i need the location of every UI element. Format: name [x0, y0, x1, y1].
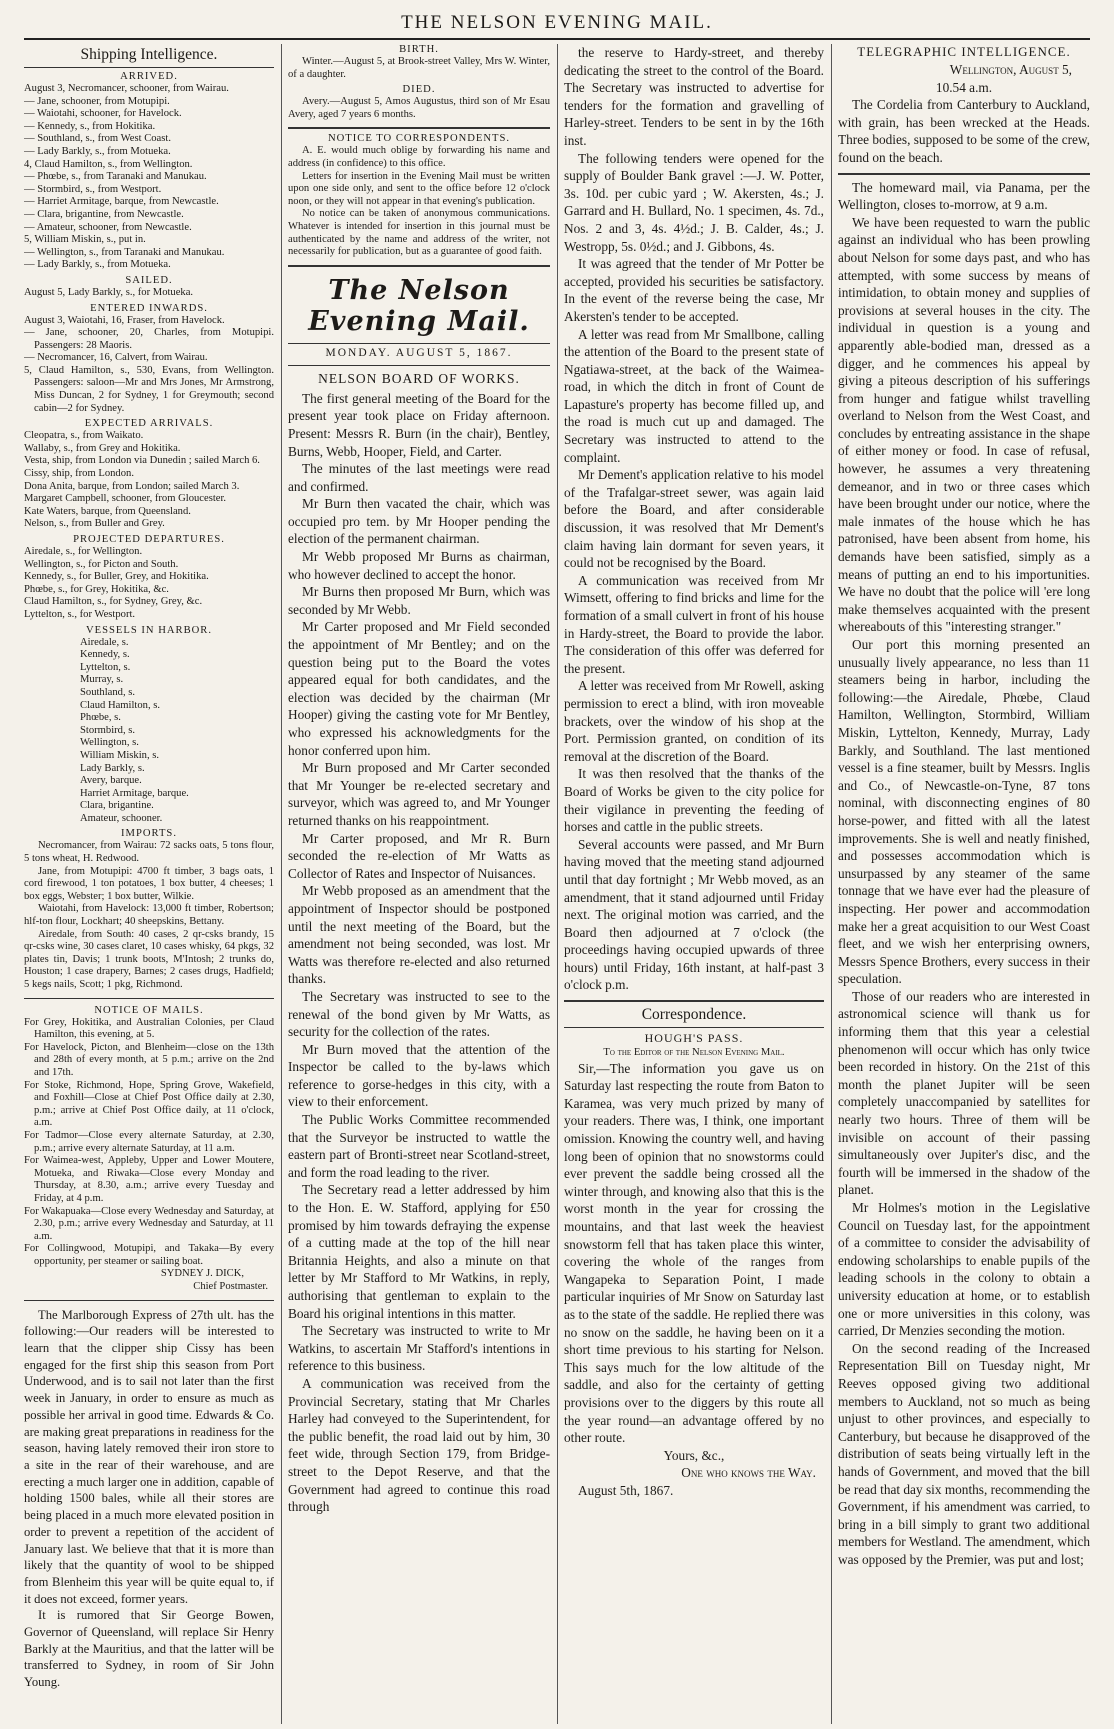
entered-item: — Jane, schooner, 20, Charles, from Motupipi. Passengers: 28 Maoris.	[24, 327, 274, 351]
expected-item: Vesta, ship, from London via Dunedin ; sailed March 6.	[24, 455, 260, 467]
letter-date: August 5th, 1867.	[578, 1482, 674, 1498]
arrived-item: — Southland, s., from West Coast.	[24, 133, 171, 145]
expected-item: Margaret Campbell, schooner, from Gloucester.	[24, 493, 227, 505]
board-report-part1	[288, 390, 550, 1516]
news-paragraph: Our port this morning presented an unusually lively appearance, no less than 11 steamers being in harbor, including the following:—the Airedale, Phœbe, Claud Hamilton, Wellington, Stormbird, William Miskin, Lyttelton, Kennedy, Murray, Lady Barkly, and Southland. The last mentioned vessel is a fine steamer, built by Messrs. Inglis and Co., of Newcastle-on-Tyne, 87 tons nominal, with disconnecting engines of 80 horse-power, and fitted with all the latest improvements. She is well and neatly finished, and possesses accommodation which is unsurpassed by any steamer of the same tonnage that we have ever had the pleasure of inspecting. Her power and accommodation make her a great acquisition to our West Coast fleet, and we wish her enterprising owners, Messrs Spence Brothers, every success in their speculation.	[838, 637, 1090, 987]
arrived-item: 5, William Miskin, s., put in.	[24, 234, 146, 246]
board-paragraph: Several accounts were passed, and Mr Burn having moved that the meeting stand adjourned until that day fortnight ; Mr Webb moved, as an amendment, that it stand adjourned until Friday next. The original motion was carried, and the Board then adjourned at 7 o'clock (the proceedings having occupied upwards of three hours) until Friday, 16th instant, at half-past 3 o'clock p.m.	[564, 836, 824, 993]
projected-item: Airedale, s., for Wellington.	[24, 546, 143, 557]
mails-item: For Havelock, Picton, and Blenheim—close on the 13th and 28th of every month, at 5 p.m.; arrive on the 2nd and 17th.	[24, 1041, 274, 1078]
expected-heading: EXPECTED ARRIVALS.	[84, 418, 214, 430]
arrived-item: — Harriet Armitage, barque, from Newcastle.	[24, 196, 219, 208]
sailed-list	[24, 287, 274, 300]
board-paragraph: The Secretary was instructed to write to Mr Watkins, to ascertain Mr Stafford's intentions in reference to this business.	[288, 1323, 550, 1374]
harbor-item: Southland, s.	[80, 686, 136, 698]
expected-item: Wallaby, s., from Grey and Hokitika.	[24, 442, 181, 454]
projected-item: Claud Hamilton, s., for Sydney, Grey, &c.	[24, 596, 203, 608]
mails-item: For Grey, Hokitika, and Australian Colonies, per Claud Hamilton, this evening, at 5.	[24, 1016, 274, 1041]
expected-item: Nelson, s., from Buller and Grey.	[24, 518, 165, 530]
shipping-heading: Shipping Intelligence.	[24, 46, 274, 68]
masthead-rule	[288, 365, 550, 366]
projected-item: Phœbe, s., for Grey, Hokitika, &c.	[24, 583, 169, 595]
board-paragraph: Mr Burn moved that the attention of the Inspector be called to the by-laws which reference to gorse-hedges in this city, with a view to their enforcement.	[288, 1041, 550, 1110]
harbor-item: Kennedy, s.	[80, 649, 130, 661]
expected-item: Cleopatra, s., from Waikato.	[24, 430, 144, 442]
board-paragraph: Mr Webb proposed Mr Burns as chairman, who however declined to accept the honor.	[288, 549, 550, 582]
harbor-heading: VESSELS IN HARBOR.	[85, 624, 212, 636]
board-paragraph: the reserve to Hardy-street, and thereby dedicating the street to the control of the Board. The Secretary was instructed to advertise for tenders for the formation and gravelling of Harley-street. Tenders to be sent in by the 16th inst.	[564, 45, 824, 148]
letter-closing: Yours, &c.,	[663, 1447, 725, 1463]
board-paragraph: The following tenders were opened for the supply of Boulder Bank gravel :—J. W. Potter, 3s. 10d. per cubic yard ; W. Akersten, 4s.; J. Garrard and H. Bullard, No. 1 specimen, 4s. 7d., Nos. 2 and 3, 4s. 4½d.; J. B. Calder, 4s.; J. Westropp, 5s. 0½d.; and J. Gibbons, 4s.	[564, 150, 824, 254]
entered-item: — Necromancer, 16, Calvert, from Wairau.	[24, 352, 208, 364]
news-paragraph: The homeward mail, via Panama, per the Wellington, closes to-morrow, at 9 a.m.	[838, 179, 1090, 213]
arrived-item: — Wellington, s., from Taranaki and Manukau.	[24, 246, 225, 258]
masthead-title: The Nelson Evening Mail.	[308, 274, 530, 337]
arrived-item: — Kennedy, s., from Hokitika.	[24, 120, 156, 132]
mails-item: For Collingwood, Motupipi, and Takaka—By every opportunity, per steamer or sailing boat.	[24, 1243, 274, 1267]
column-4	[838, 44, 1090, 1724]
harbor-item: William Miskin, s.	[80, 749, 160, 761]
news-paragraph: On the second reading of the Increased Representation Bill on Tuesday night, Mr Reeves opposed giving two additional members to Auckland, not so much as being unjust to other provinces, and especially to Canterbury, but because he disapproved of the distribution of seats being virtually left in the hands of Government, and moved that the bill be read that day six months, recommending the Government, if his amendment was carried, to bring in a bill simply to grant two additional members for Westland. The amendment, which was opposed by the Premier, was put and lost;	[838, 1340, 1090, 1567]
harbor-item: Lyttelton, s.	[80, 661, 131, 673]
board-paragraph: The Public Works Committee recommended that the Surveyor be instructed to wattle the eastern part of Bronti-street near Scotland-street, and form the road leading to the river.	[288, 1112, 550, 1180]
imports-item: Jane, from Motupipi: 4700 ft timber, 3 bags oats, 1 cord firewood, 1 ton potatoes, 1 box butter, 4 cheeses; 1 box eggs, Webster; 1 box butter, Wilkie.	[24, 865, 274, 902]
imports-item: Airedale, from South: 40 cases, 2 qr-csks brandy, 15 qr-csks wine, 30 cases claret, 10 cases whisky, 64 pkgs, 32 plates tin, Davis; 1 trunk boots, M'Intosh; 2 trunks do, Houston; 1 case drapery, Barnes; 2 cases drugs, Hadfield; 5 kegs nails, Scott; 1 pkg, Richmond.	[24, 928, 274, 990]
telegraphic-dateline: Wellington, August 5,	[949, 62, 1072, 77]
column-divider-2	[557, 44, 558, 1724]
arrived-item: — Lady Barkly, s., from Motueka.	[24, 259, 171, 271]
projected-heading: PROJECTED DEPARTURES.	[73, 534, 225, 545]
board-paragraph: A communication was received from Mr Wimsett, offering to find bricks and lime for the formation of a small culvert in front of his house in Hardy-street, the Board to provide the labor. The consideration of this offer was deferred for the present.	[564, 572, 824, 676]
section-rule	[24, 1300, 274, 1301]
column-2	[288, 44, 550, 1724]
imports-heading: IMPORTS.	[121, 828, 177, 840]
arrived-item: — Waiotahi, schooner, for Havelock.	[24, 108, 182, 120]
express-paragraph: The Marlborough Express of 27th ult. has the following:—Our readers will be interested to learn that the clipper ship Cissy has been engaged for the first ship this season from Port Underwood, and is to sail not later than the first week in January, in order to ensure as much as possible her arrival in good time. Edwards & Co. are making great preparations in readiness for the season, having lately removed their iron store to a site in the rear of their warehouse, and are erecting a much larger one in addition, capable of holding 1500 bales, while all their stores are being placed in a much more elevated position in order to prevent a repetition of the accident of January last. We believe that that it is more than likely that the quantity of wool to be shipped from Blenheim this year will be quite equal to, if it does not exceed, former years.	[24, 1307, 274, 1606]
issue-date: MONDAY. AUGUST 5, 1867.	[325, 346, 513, 359]
column-3	[564, 44, 824, 1724]
correspondence-heading: Correspondence.	[564, 1006, 824, 1028]
entered-item: August 3, Waiotahi, 16, Fraser, from Havelock.	[24, 314, 225, 326]
section-rule	[288, 127, 550, 129]
section-rule	[564, 1000, 824, 1002]
mails-item: For Stoke, Richmond, Hope, Spring Grove, Wakefield, and Foxhill—Close at Chief Post Office daily at 2.30, p.m.; arrive at Chief Post Office daily, at 11 o'clock, a.m.	[24, 1079, 274, 1129]
harbor-item: Amateur, schooner.	[80, 812, 163, 824]
harbor-item: Avery, barque.	[80, 775, 142, 787]
board-paragraph: It was agreed that the tender of Mr Potter be accepted, provided his securities be satisfactory. In the event of the reverse being the case, Mr Akersten's tender to be accepted.	[564, 256, 824, 324]
board-report-part2	[564, 44, 824, 994]
harbor-item: Lady Barkly, s.	[80, 762, 145, 774]
mails-item: For Wakapuaka—Close every Wednesday and Saturday, at 2.30, p.m.; arrive every Wednesday and Saturday, at 11 a.m.	[24, 1205, 274, 1242]
correspondents-paragraph: Letters for insertion in the Evening Mail must be written upon one side only, and sent to the office before 12 o'clock noon, or they will not appear in that evening's publication.	[288, 170, 550, 207]
header-rule	[24, 38, 1090, 40]
arrived-item: — Stormbird, s., from Westport.	[24, 183, 162, 195]
news-paragraphs	[838, 179, 1090, 1569]
express-paragraph: It is rumored that Sir George Bowen, Governor of Queensland, will replace Sir Henry Barkly at the Mauritius, and that the latter will be transferred to Sydney, in room of Sir John Young.	[24, 1608, 274, 1690]
harbor-item: Stormbird, s.	[80, 724, 136, 736]
mails-item: For Waimea-west, Appleby, Upper and Lower Moutere, Motueka, and Riwaka—Close every Monday and Thursday, at 8.30, a.m.; arrive every Tuesday and Friday, at 4 p.m.	[24, 1155, 274, 1204]
correspondence-letter: Sir,—The information you gave us on Saturday last respecting the route from Baton to Karamea, was very much prized by many of your readers. There was, I think, one important omission. Knowing the country well, and having long been of opinion that no snowstorms could ever prevent the saddle being crossed all the winter through, and knowing also that this is the worst month in the year for crossing the mountains, and that last week the heaviest snowstorm fell that has taken place this winter, covering the whole of the ranges from Wangapeka to Separation Point, I made particular inquiries of Mr Snow on Saturday last as to the state of the saddle. He replied there was no snow on the saddle, he having been on it a short time previous to his starting for Nelson. This says much for the low altitude of the saddle, and also for the certainty of getting provisions over to the diggers by this route all the year round—an advantage offered by no other route.	[564, 1060, 824, 1446]
page-header	[24, 10, 1090, 40]
arrived-list	[24, 83, 274, 272]
express-paragraphs	[24, 1307, 274, 1691]
news-paragraph: Those of our readers who are interested in astronomical science will thank us for informing them that this year a celestial phenomenon will occur which has only twice been recorded in history. On the 21st of this month the planet Jupiter will be seen completely unaccompanied by satellites for nearly two hours. Three of them will be invisible on account of their passing simultaneously over Jupiter's disc, and the fourth will be immersed in the shadow of the planet.	[838, 988, 1090, 1198]
harbor-item: Clara, brigantine.	[80, 800, 154, 812]
telegraphic-time: 10.54 a.m.	[935, 79, 993, 95]
arrived-item: — Lady Barkly, s., from Motueka.	[24, 145, 171, 157]
correspondents-notice	[288, 145, 550, 258]
telegraphic-heading: TELEGRAPHIC INTELLIGENCE.	[857, 44, 1071, 59]
board-paragraph: A communication was received from the Provincial Secretary, stating that Mr Charles Harley had conveyed to the Superintendent, for the public benefit, the road laid out by him, 30 feet wide, through Section 179, from Bridge-street to the Depot Reserve, and that the Government had agreed to continue this road through	[288, 1375, 550, 1515]
harbor-item: Murray, s.	[80, 674, 124, 686]
column-divider-3	[831, 44, 832, 1724]
correspondence-subheading: HOUGH'S PASS.	[644, 1031, 744, 1046]
letter-signature: One who knows the Way.	[681, 1465, 816, 1481]
column-1	[24, 44, 274, 1724]
expected-item: Kate Waters, barque, from Queensland.	[24, 505, 191, 517]
imports-list	[24, 840, 274, 991]
section-rule	[288, 265, 550, 267]
board-paragraph: The minutes of the last meetings were read and confirmed.	[288, 461, 550, 494]
harbor-item: Harriet Armitage, barque.	[80, 787, 189, 799]
arrived-item: — Phœbe, s., from Taranaki and Manukau.	[24, 171, 207, 183]
entered-heading: ENTERED INWARDS.	[90, 302, 208, 314]
masthead-rule	[288, 343, 550, 344]
news-paragraph: Mr Holmes's motion in the Legislative Council on Tuesday last, for the appointment of a committee to consider the advisability of endowing scholarships to enable pupils of the leading schools in the colony to obtain a university education at home, or to establish one or more universities in this colony, was carried, Dr Menzies seconding the motion.	[838, 1200, 1090, 1339]
postmaster-signature: SYDNEY J. DICK,	[160, 1268, 244, 1280]
board-paragraph: The first general meeting of the Board for the present year took place on Friday afternoon. Present: Messrs R. Burn (in the chair), Bentley, Burns, Webb, Hooper, Field, and Carter.	[288, 390, 550, 459]
board-heading: NELSON BOARD OF WORKS.	[318, 370, 520, 386]
arrived-item: — Jane, schooner, from Motupipi.	[24, 95, 170, 107]
correspondents-paragraph: A. E. would much oblige by forwarding his name and address (in confidence) to this office.	[288, 145, 550, 169]
board-paragraph: Mr Carter proposed, and Mr R. Burn seconded the re-election of Mr Watts as Collector of Rates and Inspector of Nuisances.	[288, 830, 550, 881]
mails-heading: NOTICE OF MAILS.	[94, 1004, 204, 1016]
projected-item: Wellington, s., for Picton and South.	[24, 558, 179, 570]
board-paragraph: Mr Dement's application relative to his model of the Trafalgar-street sewer, was again laid before the Board, and after considerable discussion, it was resolved that Mr Dement's claim having lain dormant for seven years, it could not be recognised by the Board.	[564, 467, 824, 571]
news-paragraph: We have been requested to warn the public against an individual who has been prowling about Nelson for some days past, and who has attempted, with some success by means of intimidation, to obtain money and supplies of provisions at several houses in the city. The individual in question is a young and apparently able-bodied man, dressed as a digger, and he commences his appeal by giving a piteous description of his sufferings from hunger and fatigue whilst travelling overland to Nelson from the West Coast, and concludes by entreating assistance in the shape of either money or food. In case of refusal, however, he assumes a very threatening demeanor, and in two or three cases which have been brought under our notice, where the male inmates of the house which he has patronised, have been absent from home, his demands have been satisfied, simply as a means of putting an end to his importunities. We have no doubt that the police will 'ere long make themselves acquainted with the present whereabouts of this "interesting stranger."	[838, 214, 1090, 635]
telegraphic-text: The Cordelia from Canterbury to Auckland, with grain, has been wrecked at the Heads. Three bodies, supposed to be some of the crew, found on the beach.	[838, 97, 1090, 165]
imports-item: Necromancer, from Wairau: 72 sacks oats, 5 tons flour, 5 tons wheat, H. Redwood.	[24, 840, 274, 865]
harbor-item: Airedale, s.	[80, 636, 129, 648]
to-editor: To the Editor of the Nelson Evening Mail.	[603, 1047, 785, 1059]
expected-list	[24, 430, 274, 531]
death-notice: Avery.—August 5, Amos Augustus, third son of Mr Esau Avery, aged 7 years 6 months.	[288, 96, 550, 120]
birth-notice: Winter.—August 5, at Brook-street Valley, Mrs W. Winter, of a daughter.	[288, 56, 550, 80]
harbor-list	[24, 637, 274, 826]
arrived-heading: ARRIVED.	[120, 71, 178, 82]
sailed-item: August 5, Lady Barkly, s., for Motueka.	[24, 286, 194, 298]
section-rule	[838, 173, 1090, 175]
projected-item: Kennedy, s., for Buller, Grey, and Hokitika.	[24, 571, 209, 583]
board-paragraph: Mr Burn proposed and Mr Carter seconded that Mr Younger be re-elected secretary and surveyor, which was agreed to, and Mr Younger returned thanks on his reappointment.	[288, 760, 550, 828]
board-paragraph: The Secretary was instructed to see to the renewal of the bond given by Mr Watts, as security for the collection of the rates.	[288, 988, 550, 1040]
mails-list	[24, 1017, 274, 1269]
arrived-item: August 3, Necromancer, schooner, from Wairau.	[24, 83, 229, 94]
board-paragraph: Mr Carter proposed and Mr Field seconded the appointment of Mr Bentley; and on the question being put to the Board the votes appeared equal for both candidates, and the election was decided by the chairman (Mr Hooper) giving the casting vote for Mr Bentley, who expressed his acknowledgments for the honor conferred upon him.	[288, 619, 550, 758]
harbor-item: Phœbe, s.	[80, 712, 121, 724]
correspondents-paragraph: No notice can be taken of anonymous communications. Whatever is intended for insertion in this journal must be authenticated by the name and address of the writer, not necessarily for publication, but as a guarantee of good faith.	[288, 208, 550, 258]
arrived-item: — Clara, brigantine, from Newcastle.	[24, 208, 184, 220]
board-paragraph: It was then resolved that the thanks of the Board of Works be given to the city police for their vigilance in preventing the feeding of horses and cattle in the public streets.	[564, 766, 824, 835]
board-paragraph: Mr Webb proposed as an amendment that the appointment of Inspector should be postponed until the next meeting of the Board, but the amendment not being seconded, was lost. Mr Watts was therefore re-elected and also returned thanks.	[288, 883, 550, 987]
imports-item: Waiotahi, from Havelock: 13,000 ft timber, Robertson; hlf-ton flour, Lockhart; 40 sheepskins, Bettany.	[24, 903, 274, 928]
arrived-item: — Amateur, schooner, from Newcastle.	[24, 221, 192, 233]
projected-list	[24, 546, 274, 622]
expected-item: Dona Anita, barque, from London; sailed March 3.	[24, 480, 240, 492]
board-paragraph: A letter was received from Mr Rowell, asking permission to erect a blind, with iron moveable brackets, over the window of his shop at the Port. Permission granted, on condition of its removal at the discretion of the Board.	[564, 678, 824, 764]
projected-item: Lyttelton, s., for Westport.	[24, 608, 136, 620]
correspondents-heading: NOTICE TO CORRESPONDENTS.	[327, 133, 511, 145]
board-paragraph: The Secretary read a letter addressed by him to the Hon. E. W. Stafford, applying for £50 promised by him towards defraying the expense of a cutting made at the top of the hill near Britannia Heights, and also a minute on that letter by Mr Stafford to Mr Watkins, in reply, authorising that gentleman to explain to the Board his original intentions in this matter.	[288, 1182, 550, 1321]
arrived-item: 4, Claud Hamilton, s., from Wellington.	[24, 158, 193, 170]
board-paragraph: A letter was read from Mr Smallbone, calling the attention of the Board to the present state of Ngatiawa-street, at the back of the Waimea-road, in which the ditch in front of Count de Lapasture's property has become filled up, and the road is much cut up and damaged. The Secretary was instructed to attend to the complaint.	[564, 326, 824, 465]
sailed-heading: SAILED.	[125, 274, 173, 286]
mails-item: For Tadmor—Close every alternate Saturday, at 2.30, p.m.; arrive every alternate Saturday, at 11 a.m.	[24, 1129, 274, 1154]
harbor-item: Wellington, s.	[80, 737, 139, 749]
board-paragraph: Mr Burns then proposed Mr Burn, which was seconded by Mr Webb.	[288, 584, 550, 617]
newspaper-title: THE NELSON EVENING MAIL.	[401, 12, 713, 33]
postmaster-title: Chief Postmaster.	[193, 1281, 268, 1293]
harbor-item: Claud Hamilton, s.	[80, 699, 161, 711]
column-divider-1	[281, 44, 282, 1724]
board-paragraph: Mr Burn then vacated the chair, which was occupied pro tem. by Mr Hooper pending the election of the permanent chairman.	[288, 496, 550, 547]
entered-list	[24, 315, 274, 416]
died-heading: DIED.	[402, 84, 436, 96]
entered-item: 5, Claud Hamilton, s., 530, Evans, from Wellington. Passengers: saloon—Mr and Mrs Jones, Mr Armstrong, Miss Duncan, 2 for Sydney, 1 for Greymouth; second cabin—2 for Sydney.	[24, 364, 274, 414]
section-rule	[24, 998, 274, 999]
expected-item: Cissy, ship, from London.	[24, 468, 134, 480]
birth-heading: BIRTH.	[399, 44, 439, 55]
